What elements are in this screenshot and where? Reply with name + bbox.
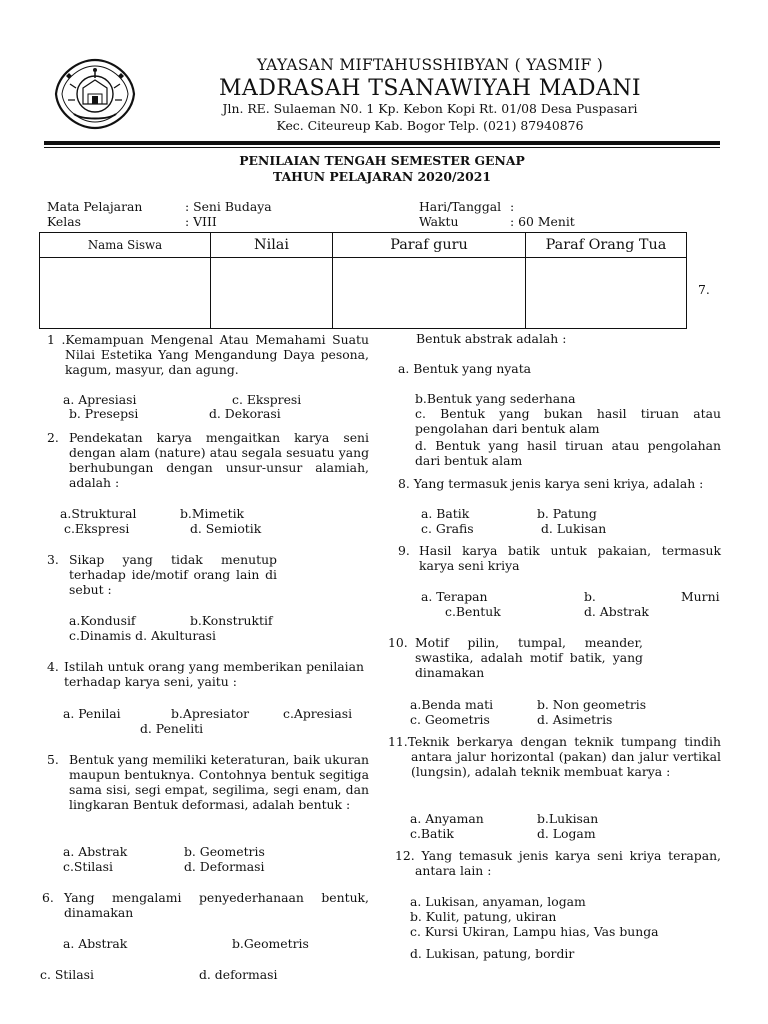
- q10-option-b: b. Non geometris: [537, 697, 647, 712]
- q3-option-a: a.Kondusif: [69, 613, 136, 628]
- q7-option-d: d. Bentuk yang hasil tiruan atau pengolahan dari bentuk alam: [415, 438, 721, 468]
- q12-option-a: a. Lukisan, anyaman, logam: [410, 894, 586, 909]
- exam-title: PENILAIAN TENGAH SEMESTER GENAP: [239, 153, 525, 168]
- q4-option-d: d. Peneliti: [140, 721, 204, 736]
- q1-option-a: a. Apresiasi: [63, 392, 137, 407]
- q8-option-a: a. Batik: [421, 506, 470, 521]
- question-9-text: Hasil karya batik untuk pakaian, termasuk karya seni kriya: [419, 543, 721, 573]
- question-2-number: 2.: [47, 430, 59, 445]
- stray-question-number: 7.: [698, 282, 710, 297]
- q2-option-d: d. Semiotik: [190, 521, 262, 536]
- class-label: Kelas: [47, 214, 81, 229]
- question-9-number: 9.: [398, 543, 410, 558]
- q9-option-d: d. Abstrak: [584, 604, 649, 619]
- header-rule-thick: [44, 141, 720, 145]
- subject-label: Mata Pelajaran: [47, 199, 143, 214]
- date-label: Hari/Tanggal: [419, 199, 502, 214]
- q2-option-c: c.Ekspresi: [64, 521, 130, 536]
- question-1-text: 1 .Kemampuan Mengenal Atau Memahami Suatu Nilai Estetika Yang Mengandung Daya pesona, kagum, masyur, dan agung.: [47, 332, 369, 377]
- q10-option-a: a.Benda mati: [410, 697, 494, 712]
- q11-option-c: c.Batik: [410, 826, 454, 841]
- q8-option-b: b. Patung: [537, 506, 597, 521]
- score-signature-table: [39, 232, 687, 329]
- question-4-text: Istilah untuk orang yang memberikan penilaian terhadap karya seni, yaitu :: [64, 659, 364, 689]
- q5-option-a: a. Abstrak: [63, 844, 128, 859]
- address-line-2: Kec. Citeureup Kab. Bogor Telp. (021) 87940876: [276, 118, 584, 133]
- header-rule-thin: [44, 147, 720, 148]
- q4-option-c: c.Apresiasi: [283, 706, 353, 721]
- q5-option-c: c.Stilasi: [63, 859, 113, 874]
- q5-option-b: b. Geometris: [184, 844, 265, 859]
- student-name-cell: [40, 258, 211, 329]
- question-10-number: 10.: [388, 635, 408, 650]
- q6-option-a: a. Abstrak: [63, 936, 128, 951]
- question-3-text: Sikap yang tidak menutup terhadap ide/motif orang lain di sebut :: [69, 552, 277, 597]
- question-1: [47, 332, 369, 377]
- subject-value: : Seni Budaya: [185, 199, 272, 214]
- header-teacher-signature: Paraf guru: [333, 233, 526, 258]
- teacher-signature-cell: [333, 258, 526, 329]
- q9-option-a: a. Terapan: [421, 589, 488, 604]
- school-name: MADRASAH TSANAWIYAH MADANI: [219, 76, 641, 101]
- q8-option-d: d. Lukisan: [541, 521, 607, 536]
- question-6-text: Yang mengalami penyederhanaan bentuk, dinamakan: [64, 890, 369, 920]
- q10-option-d: d. Asimetris: [537, 712, 613, 727]
- foundation-name: YAYASAN MIFTAHUSSHIBYAN ( YASMIF ): [256, 56, 604, 74]
- q1-option-d: d. Dekorasi: [209, 406, 281, 421]
- q7-option-b: b.Bentuk yang sederhana: [415, 391, 576, 406]
- q10-option-c: c. Geometris: [410, 712, 490, 727]
- exam-year: TAHUN PELAJARAN 2020/2021: [273, 169, 491, 184]
- q6-option-b: b.Geometris: [232, 936, 309, 951]
- q12-option-c: c. Kursi Ukiran, Lampu hias, Vas bunga: [410, 924, 659, 939]
- q6-option-d: d. deformasi: [199, 967, 278, 982]
- q1-option-b: b. Presepsi: [69, 406, 139, 421]
- q9-option-c: c.Bentuk: [445, 604, 501, 619]
- q11-option-d: d. Logam: [537, 826, 596, 841]
- time-value: : 60 Menit: [510, 214, 575, 229]
- address-line-1: Jln. RE. Sulaeman N0. 1 Kp. Kebon Kopi Rt. 01/08 Desa Puspasari: [222, 101, 638, 116]
- q6-option-c: c. Stilasi: [40, 967, 94, 982]
- q2-option-b: b.Mimetik: [180, 506, 245, 521]
- question-11-text: 11.Teknik berkarya dengan teknik tumpang tindih antara jalur horizontal (pakan) dan jalur vertikal (lungsin), adalah teknik membuat karya :: [388, 734, 721, 779]
- q12-option-d: d. Lukisan, patung, bordir: [410, 946, 575, 961]
- table-row: [40, 258, 687, 329]
- score-cell: [211, 258, 333, 329]
- date-value: :: [510, 199, 515, 214]
- q1-option-c: c. Ekspresi: [232, 392, 302, 407]
- question-3-number: 3.: [47, 552, 59, 567]
- q7-option-c: c. Bentuk yang bukan hasil tiruan atau pengolahan dari bentuk alam: [415, 406, 721, 436]
- q4-option-a: a. Penilai: [63, 706, 121, 721]
- q5-option-d: d. Deformasi: [184, 859, 265, 874]
- q4-option-b: b.Apresiator: [171, 706, 250, 721]
- question-5-number: 5.: [47, 752, 59, 767]
- question-8-text: 8. Yang termasuk jenis karya seni kriya, adalah :: [398, 476, 704, 491]
- q12-option-b: b. Kulit, patung, ukiran: [410, 909, 557, 924]
- class-value: : VIII: [185, 214, 217, 229]
- q3-option-b: b.Konstruktif: [190, 613, 273, 628]
- q9-option-b-prefix: b.: [584, 589, 596, 604]
- question-2-text: Pendekatan karya mengaitkan karya seni dengan alam (nature) atau segala sesuatu yang berhubungan dengan unsur-unsur alamiah, adalah :: [69, 430, 369, 490]
- q2-option-a: a.Struktural: [60, 506, 137, 521]
- question-7-text: Bentuk abstrak adalah :: [416, 331, 567, 346]
- header-student-name: Nama Siswa: [40, 233, 211, 258]
- header-score: Nilai: [211, 233, 333, 258]
- school-emblem-icon: [52, 58, 138, 130]
- table-header-row: [40, 233, 687, 258]
- question-10-text: Motif pilin, tumpal, meander, swastika, adalah motif batik, yang dinamakan: [415, 635, 643, 680]
- q8-option-c: c. Grafis: [421, 521, 474, 536]
- question-12-text: 12. Yang temasuk jenis karya seni kriya terapan, antara lain :: [395, 848, 721, 878]
- q11-option-b: b.Lukisan: [537, 811, 599, 826]
- q9-option-b-word: Murni: [681, 589, 720, 604]
- header-parent-signature: Paraf Orang Tua: [526, 233, 687, 258]
- q7-option-a: a. Bentuk yang nyata: [398, 361, 532, 376]
- q3-option-cd: c.Dinamis d. Akulturasi: [69, 628, 216, 643]
- question-5-text: Bentuk yang memiliki keteraturan, baik ukuran maupun bentuknya. Contohnya bentuk segitiga sama sisi, segi empat, segilima, segi enam, dan lingkaran Bentuk deformasi, adalah bentuk :: [69, 752, 369, 812]
- parent-signature-cell: [526, 258, 687, 329]
- question-4-number: 4.: [47, 659, 59, 674]
- time-label: Waktu: [419, 214, 459, 229]
- question-6-number: 6.: [42, 890, 54, 905]
- q11-option-a: a. Anyaman: [410, 811, 484, 826]
